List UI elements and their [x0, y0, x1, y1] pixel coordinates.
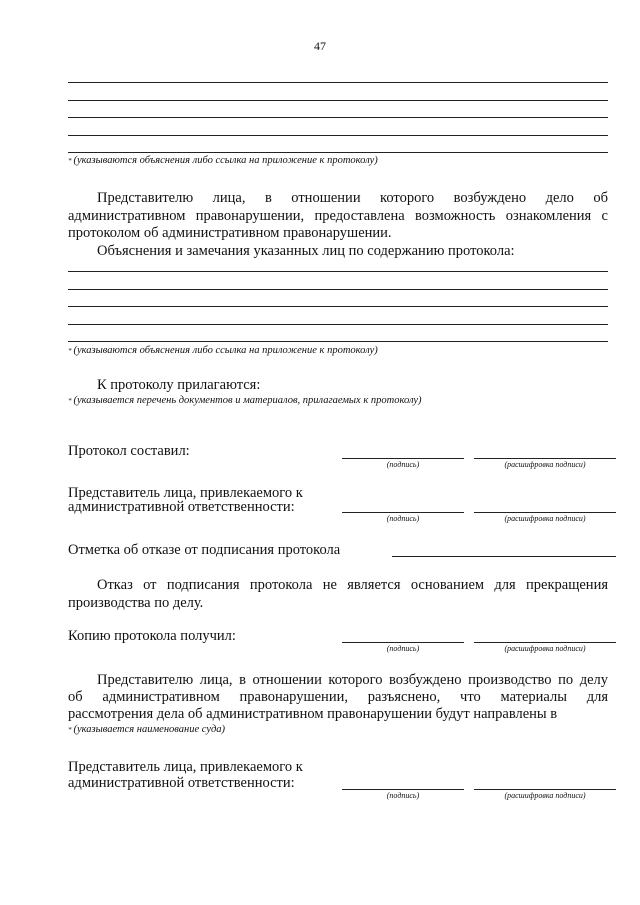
compiled-label: Протокол составил: — [68, 443, 190, 459]
page-number: 47 — [314, 39, 326, 53]
explanation-line[interactable] — [68, 152, 608, 153]
representative-label: Представитель лица, привлекаемого к — [68, 759, 303, 775]
refusal-para-line: Отказ от подписания протокола не является основанием для прекращения — [97, 577, 608, 593]
decoding-caption: (расшифровка подписи) — [504, 460, 586, 469]
copy-label: Копию протокола получил: — [68, 628, 236, 644]
decoding-caption: (расшифровка подписи) — [504, 514, 586, 523]
attachments-heading: К протоколу прилагаются: — [97, 377, 261, 393]
remarks-heading: Объяснения и замечания указанных лиц по содержанию протокола: — [97, 243, 515, 259]
signature-line[interactable] — [342, 458, 464, 459]
decoding-caption: (расшифровка подписи) — [504, 644, 586, 653]
remarks-line[interactable] — [68, 271, 608, 272]
para-line: Представителю лица, в отношении которого возбуждено дело об — [97, 190, 608, 206]
explanation-line[interactable] — [68, 82, 608, 83]
decoding-caption: (расшифровка подписи) — [504, 791, 586, 800]
representative-label: Представитель лица, привлекаемого к — [68, 485, 303, 501]
signature-caption: (подпись) — [386, 791, 420, 800]
court-note: * (указывается наименование суда) — [68, 724, 226, 735]
explanation-line[interactable] — [68, 100, 608, 101]
remarks-line[interactable] — [68, 306, 608, 307]
representative-label: административной ответственности: — [68, 775, 295, 791]
refusal-label: Отметка об отказе от подписания протокола — [68, 542, 341, 558]
para-line: протоколом об административном правонарушении. — [68, 225, 392, 241]
refusal-line[interactable] — [392, 556, 616, 557]
signature-line[interactable] — [342, 512, 464, 513]
remarks-line[interactable] — [68, 289, 608, 290]
court-para-line: Представителю лица, в отношении которого возбуждено производство по делу — [97, 672, 608, 688]
refusal-para-line: производства по делу. — [68, 595, 204, 611]
para-line: административном правонарушении, предоставлена возможность ознакомления с — [68, 208, 608, 224]
court-para-line: рассмотрения дела об административном правонарушении будут направлены в — [68, 706, 558, 722]
decoding-line[interactable] — [474, 512, 616, 513]
explanation-note: * (указываются объяснения либо ссылка на приложение к протоколу) — [68, 345, 378, 356]
explanation-line[interactable] — [68, 135, 608, 136]
signature-caption: (подпись) — [386, 460, 420, 469]
signature-caption: (подпись) — [386, 514, 420, 523]
decoding-line[interactable] — [474, 789, 616, 790]
decoding-line[interactable] — [474, 458, 616, 459]
decoding-line[interactable] — [474, 642, 616, 643]
explanation-line[interactable] — [68, 117, 608, 118]
remarks-line[interactable] — [68, 341, 608, 342]
attachments-note: * (указывается перечень документов и материалов, прилагаемых к протоколу) — [68, 395, 422, 406]
explanation-note: * (указываются объяснения либо ссылка на приложение к протоколу) — [68, 155, 378, 166]
court-para-line: об административном правонарушении, разъяснено, что материалы для — [68, 689, 608, 705]
signature-caption: (подпись) — [386, 644, 420, 653]
signature-line[interactable] — [342, 642, 464, 643]
representative-label: административной ответственности: — [68, 499, 295, 515]
remarks-line[interactable] — [68, 324, 608, 325]
signature-line[interactable] — [342, 789, 464, 790]
